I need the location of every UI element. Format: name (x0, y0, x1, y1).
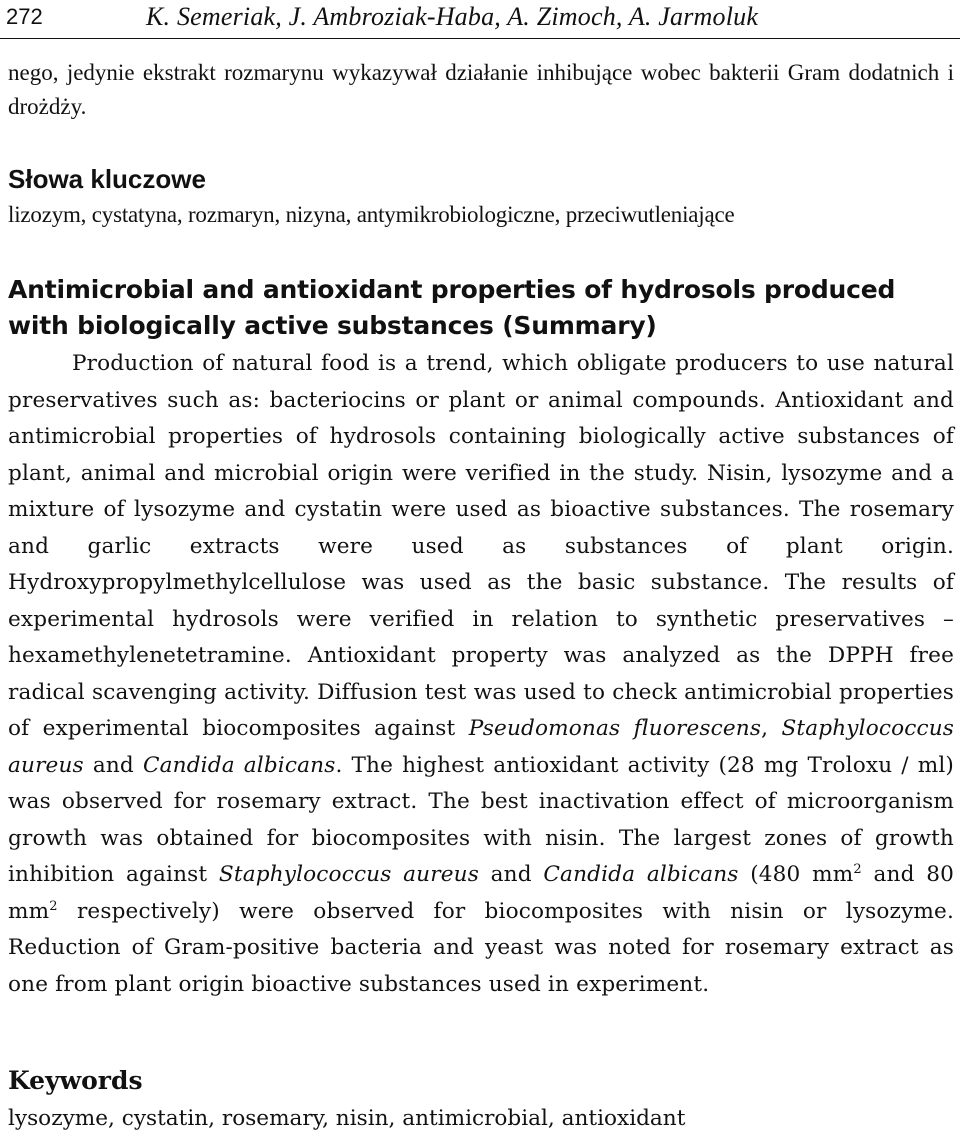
summary-text-2: . The highest antioxidant activity (28 mg Troloxu / ml) was observed for rosemary extract. The best inactivation effect of microorganism growth was obtained for biocomposites with nisin. The largest zones of growth inhibition against (8, 752, 955, 887)
summary-text-3c: respectively) were observed for biocomposites with nisin or lysozyme. Reduction of Gram-positive bacteria and yeast was noted for rosemary extract as one from plant origin bioactive substances used in experiment. (8, 898, 955, 997)
keywords-en-heading: Keywords (8, 1066, 143, 1095)
separator: , (761, 716, 769, 741)
summary-text-3a: (480 mm (750, 862, 854, 887)
summary-text-1: Production of natural food is a trend, which obligate producers to use natural preservatives such as: bacteriocins or plant or animal compounds. Antioxidant and antimicrobial properties of hydrosols containing biologically active substances of plant, animal and microbial origin were verified in the study. Nisin, lysozyme and a mixture of lysozyme and cystatin were used as bioactive substances. The rosemary and garlic extracts were used as substances of plant origin. Hydroxypropylmethylcellulose was used as the basic substance. The results of experimental hydrosols were verified in relation to synthetic preservatives – hexamethylenetetramine. Antioxidant property was analyzed as the DPPH free radical scavenging activity. Diffusion test was used to check antimicrobial properties of experimental biocomposites against (8, 351, 954, 741)
keywords-en-text: lysozyme, cystatin, rosemary, nisin, antimicrobial, antioxidant (8, 1106, 686, 1131)
conjunction: and (92, 752, 134, 778)
summary-paragraph (8, 346, 954, 1003)
summary-text-3b: and 80 mm (8, 862, 955, 924)
organism-name: Pseudomonas fluorescens (468, 716, 762, 741)
superscript: 2 (49, 898, 58, 914)
running-head-authors: K. Semeriak, J. Ambroziak-Haba, A. Zimoch, A. Jarmoluk (146, 2, 759, 31)
page-number: 272 (6, 4, 43, 29)
organism-name: Candida albicans (142, 752, 336, 778)
organism-name: Candida albicans (543, 862, 739, 887)
keywords-pl-heading: Słowa kluczowe (8, 164, 206, 194)
superscript: 2 (853, 861, 862, 877)
summary-title: Antimicrobial and antioxidant properties of hydrosols produced with biologically active substances (Summary) (8, 275, 896, 340)
conjunction: and (490, 862, 532, 887)
page-header (0, 0, 960, 39)
keywords-pl-text: lizozym, cystatyna, rozmaryn, nizyna, antymikrobiologiczne, przeciwutleniające (8, 202, 735, 227)
organism-name: Staphylococcus aureus (8, 716, 955, 778)
organism-name: Staphylococcus aureus (218, 862, 479, 887)
intro-paragraph: nego, jedynie ekstrakt rozmarynu wykazywał działanie inhibujące wobec bakterii Gram dodatnich i drożdży. (8, 60, 954, 119)
